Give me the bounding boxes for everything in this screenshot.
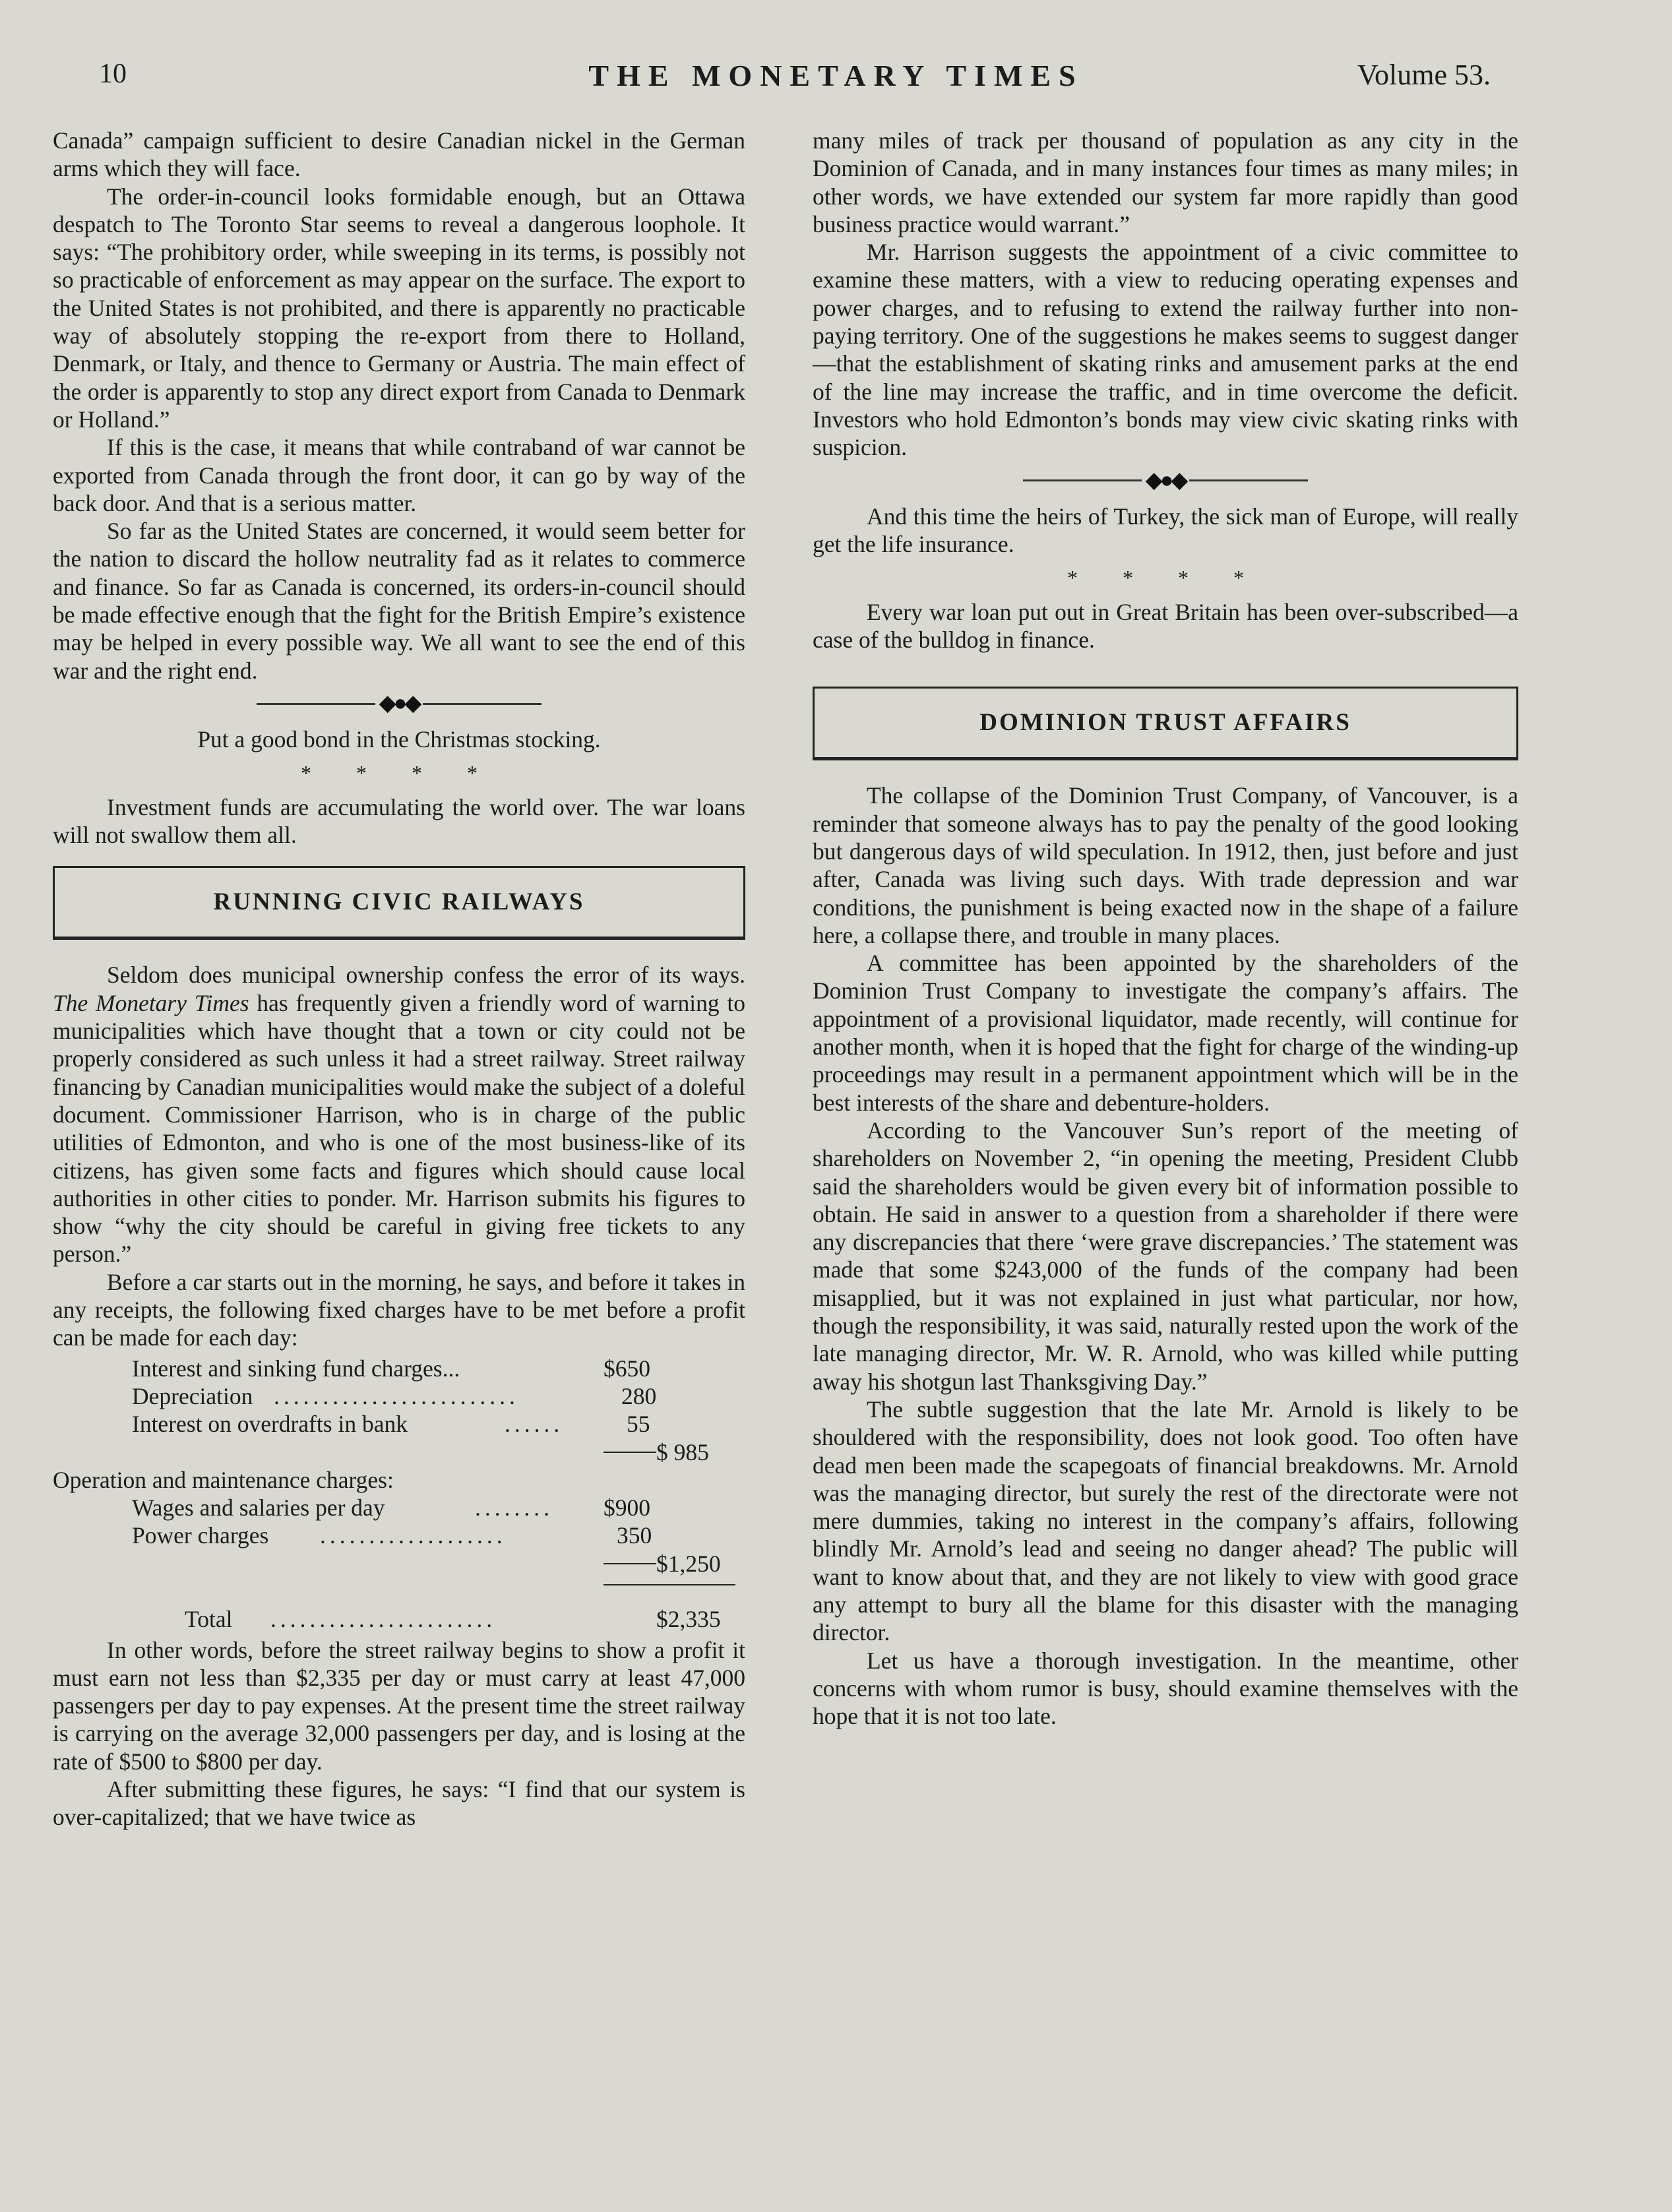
star-separator: * * * * bbox=[301, 760, 497, 785]
page-number: 10 bbox=[99, 59, 127, 89]
editorial-note: Put a good bond in the Christmas stocking. bbox=[197, 726, 601, 753]
paragraph: Canada” campaign sufficient to desire Canadian nickel in the German arms which they will face. bbox=[53, 127, 745, 182]
total-row: Total ....................... $2,335 bbox=[185, 1606, 721, 1633]
volume-label: Volume 53. bbox=[1357, 59, 1491, 91]
paragraph: After submitting these figures, he says: “I find that our system is over-capitalized; that we have twice as bbox=[53, 1776, 745, 1831]
paragraph: many miles of track per thousand of population as any city in the Dominion of Canada, and in many instances four times as many miles; in other words, we have extended our system far more rapidly than good business practice would warrant.” bbox=[813, 127, 1518, 237]
paragraph: Let us have a thorough investigation. In the meantime, other concerns with whom rumor is busy, should examine themselves with the hope that it is not too late. bbox=[813, 1647, 1518, 1730]
table-row: Operation and maintenance charges: bbox=[53, 1466, 394, 1493]
editorial-note: And this time the heirs of Turkey, the sick man of Europe, will really get the life insurance. bbox=[813, 503, 1518, 558]
table-row: $ 985 bbox=[53, 1438, 745, 1466]
masthead: THE MONETARY TIMES bbox=[588, 59, 1084, 92]
table-row: Depreciation ......................... 280 bbox=[132, 1382, 657, 1409]
paragraph: The order-in-council looks formidable enough, but an Ottawa despatch to The Toronto Star seems to reveal a dangerous loophole. It says: “The prohibitory order, while sweeping in its terms, is possibly not so practicable of enforcement as may appear on the surface. The export to the United States is not prohibited, and there is apparently no practicable way of absolutely stopping the re-export from there to Holland, Denmark, or Italy, and thence to Germany or Austria. The main effect of the order is apparently to stop any direct export from Canada to Denmark or Holland.” bbox=[53, 183, 745, 433]
paragraph: The subtle suggestion that the late Mr. Arnold is likely to be shouldered with the responsibility, does not look good. Too often have dead men been made the scapegoats of financial breakdowns. Mr. Arnold was the managing director, but surely the rest of the directorate were not mere dummies, taking no interest in the company’s affairs, following blindly Mr. Arnold’s lead and seeing no danger ahead? The public will want to know about that, and they are not likely to view with good grace any attempt to bury all the blame for this disaster with the managing director. bbox=[813, 1396, 1518, 1646]
right-column bbox=[813, 127, 1518, 1730]
editorial-note: Investment funds are accumulating the world over. The war loans will not swallow them all. bbox=[53, 793, 745, 849]
table-row: Interest on overdrafts in bank ...... 55 bbox=[132, 1411, 650, 1438]
paragraph: According to the Vancouver Sun’s report of the meeting of shareholders on November 2, “in opening the meeting, President Clubb said the shareholders would be given every bit of information possible to obtain. He said in answer to a question from a shareholder if there were any discrepancies that there ‘were grave discrepancies.’ The statement was made that some $243,000 of the funds of the company had been misapplied, but it was not explained in just what particular, nor how, though the responsibility, it was said, naturally rested upon the work of the late managing director, Mr. W. R. Arnold, who was killed while putting away his shotgun last Thanksgiving Day.” bbox=[813, 1117, 1518, 1395]
star-separator: * * * * bbox=[1067, 565, 1264, 590]
paragraph: So far as the United States are concerned, it would seem better for the nation to discard the hollow neutrality fad as it relates to commerce and finance. So far as Canada is concerned, its orders-in-council should be made effective enough that the fight for the British Empire’s existence may be helped in every possible way. We all want to see the end of this war and the right end. bbox=[53, 518, 745, 684]
publication-title: The Monetary Times bbox=[53, 989, 249, 1016]
editorial-note: Every war loan put out in Great Britain has been over-subscribed—a case of the bulldog in finance. bbox=[813, 598, 1518, 654]
table-row: $1,250 bbox=[53, 1550, 745, 1578]
table-row: Interest and sinking fund charges... $650 bbox=[132, 1355, 650, 1382]
paragraph: Before a car starts out in the morning, he says, and before it takes in any receipts, the following fixed charges have to be met before a profit can be made for each day: bbox=[53, 1268, 745, 1351]
paragraph: The collapse of the Dominion Trust Company, of Vancouver, is a reminder that someone always has to pay the penalty of the good looking but dangerous days of wild speculation. In 1912, then, just before and just after, Canada was living such days. With trade depression and war conditions, the punishment is being exacted now in the shape of a failure here, a collapse there, and trouble in many places. bbox=[813, 782, 1518, 948]
section-heading: DOMINION TRUST AFFAIRS bbox=[813, 687, 1518, 760]
paragraph: A committee has been appointed by the shareholders of the Dominion Trust Company to investigate the company’s affairs. The appointment of a provisional liquidator, made recently, will continue for another month, when it is hoped that the fight for charge of the winding-up proceedings may result in a permanent appointment which will be in the best interests of the share and debenture-holders. bbox=[813, 950, 1518, 1116]
table-row: Power charges ................... 350 bbox=[132, 1522, 652, 1549]
paragraph: Seldom does municipal ownership confess the error of its ways. The Monetary Times has frequently given a friendly word of warning to municipalities which have thought that a town or city could not be properly considered as such unless it had a street railway. Street railway financing by Canadian municipalities would make the subject of a doleful document. Commissioner Harrison, who is in charge of the public utilities of Edmonton, and who is one of the most business-like of its citizens, has given some facts and figures which should cause local authorities in other cities to ponder. Mr. Harrison submits his figures to show “why the city should be careful in giving free tickets to any person.” bbox=[53, 962, 745, 1268]
table-row: Wages and salaries per day ........ $900 bbox=[132, 1494, 650, 1521]
paragraph: If this is the case, it means that while contraband of war cannot be exported from Canada through the front door, it can go by way of the back door. And that is a serious matter. bbox=[53, 434, 745, 516]
section-ornament: ◆●◆ bbox=[53, 689, 745, 718]
left-column bbox=[53, 127, 745, 1831]
section-ornament: ◆●◆ bbox=[813, 466, 1518, 495]
paragraph: In other words, before the street railway begins to show a profit it must earn not less than $2,335 per day or must carry at least 47,000 passengers per day to pay expenses. At the present time the street railway is carrying on the average 32,000 passengers per day, and is losing at the rate of $500 to $800 per day. bbox=[53, 1636, 745, 1775]
paragraph: Mr. Harrison suggests the appointment of a civic committee to examine these matters, with a view to reducing operating expenses and power charges, and to refusing to extend the railway further into non-paying territory. One of the suggestions he makes seems to suggest danger—that the establishment of skating rinks and amusement parks at the end of the line may increase the traffic, and in time overcome the deficit. Investors who hold Edmonton’s bonds may view civic skating rinks with suspicion. bbox=[813, 239, 1518, 461]
charges-table bbox=[53, 1355, 745, 1634]
table-row bbox=[53, 1578, 745, 1605]
section-heading: RUNNING CIVIC RAILWAYS bbox=[53, 866, 745, 940]
